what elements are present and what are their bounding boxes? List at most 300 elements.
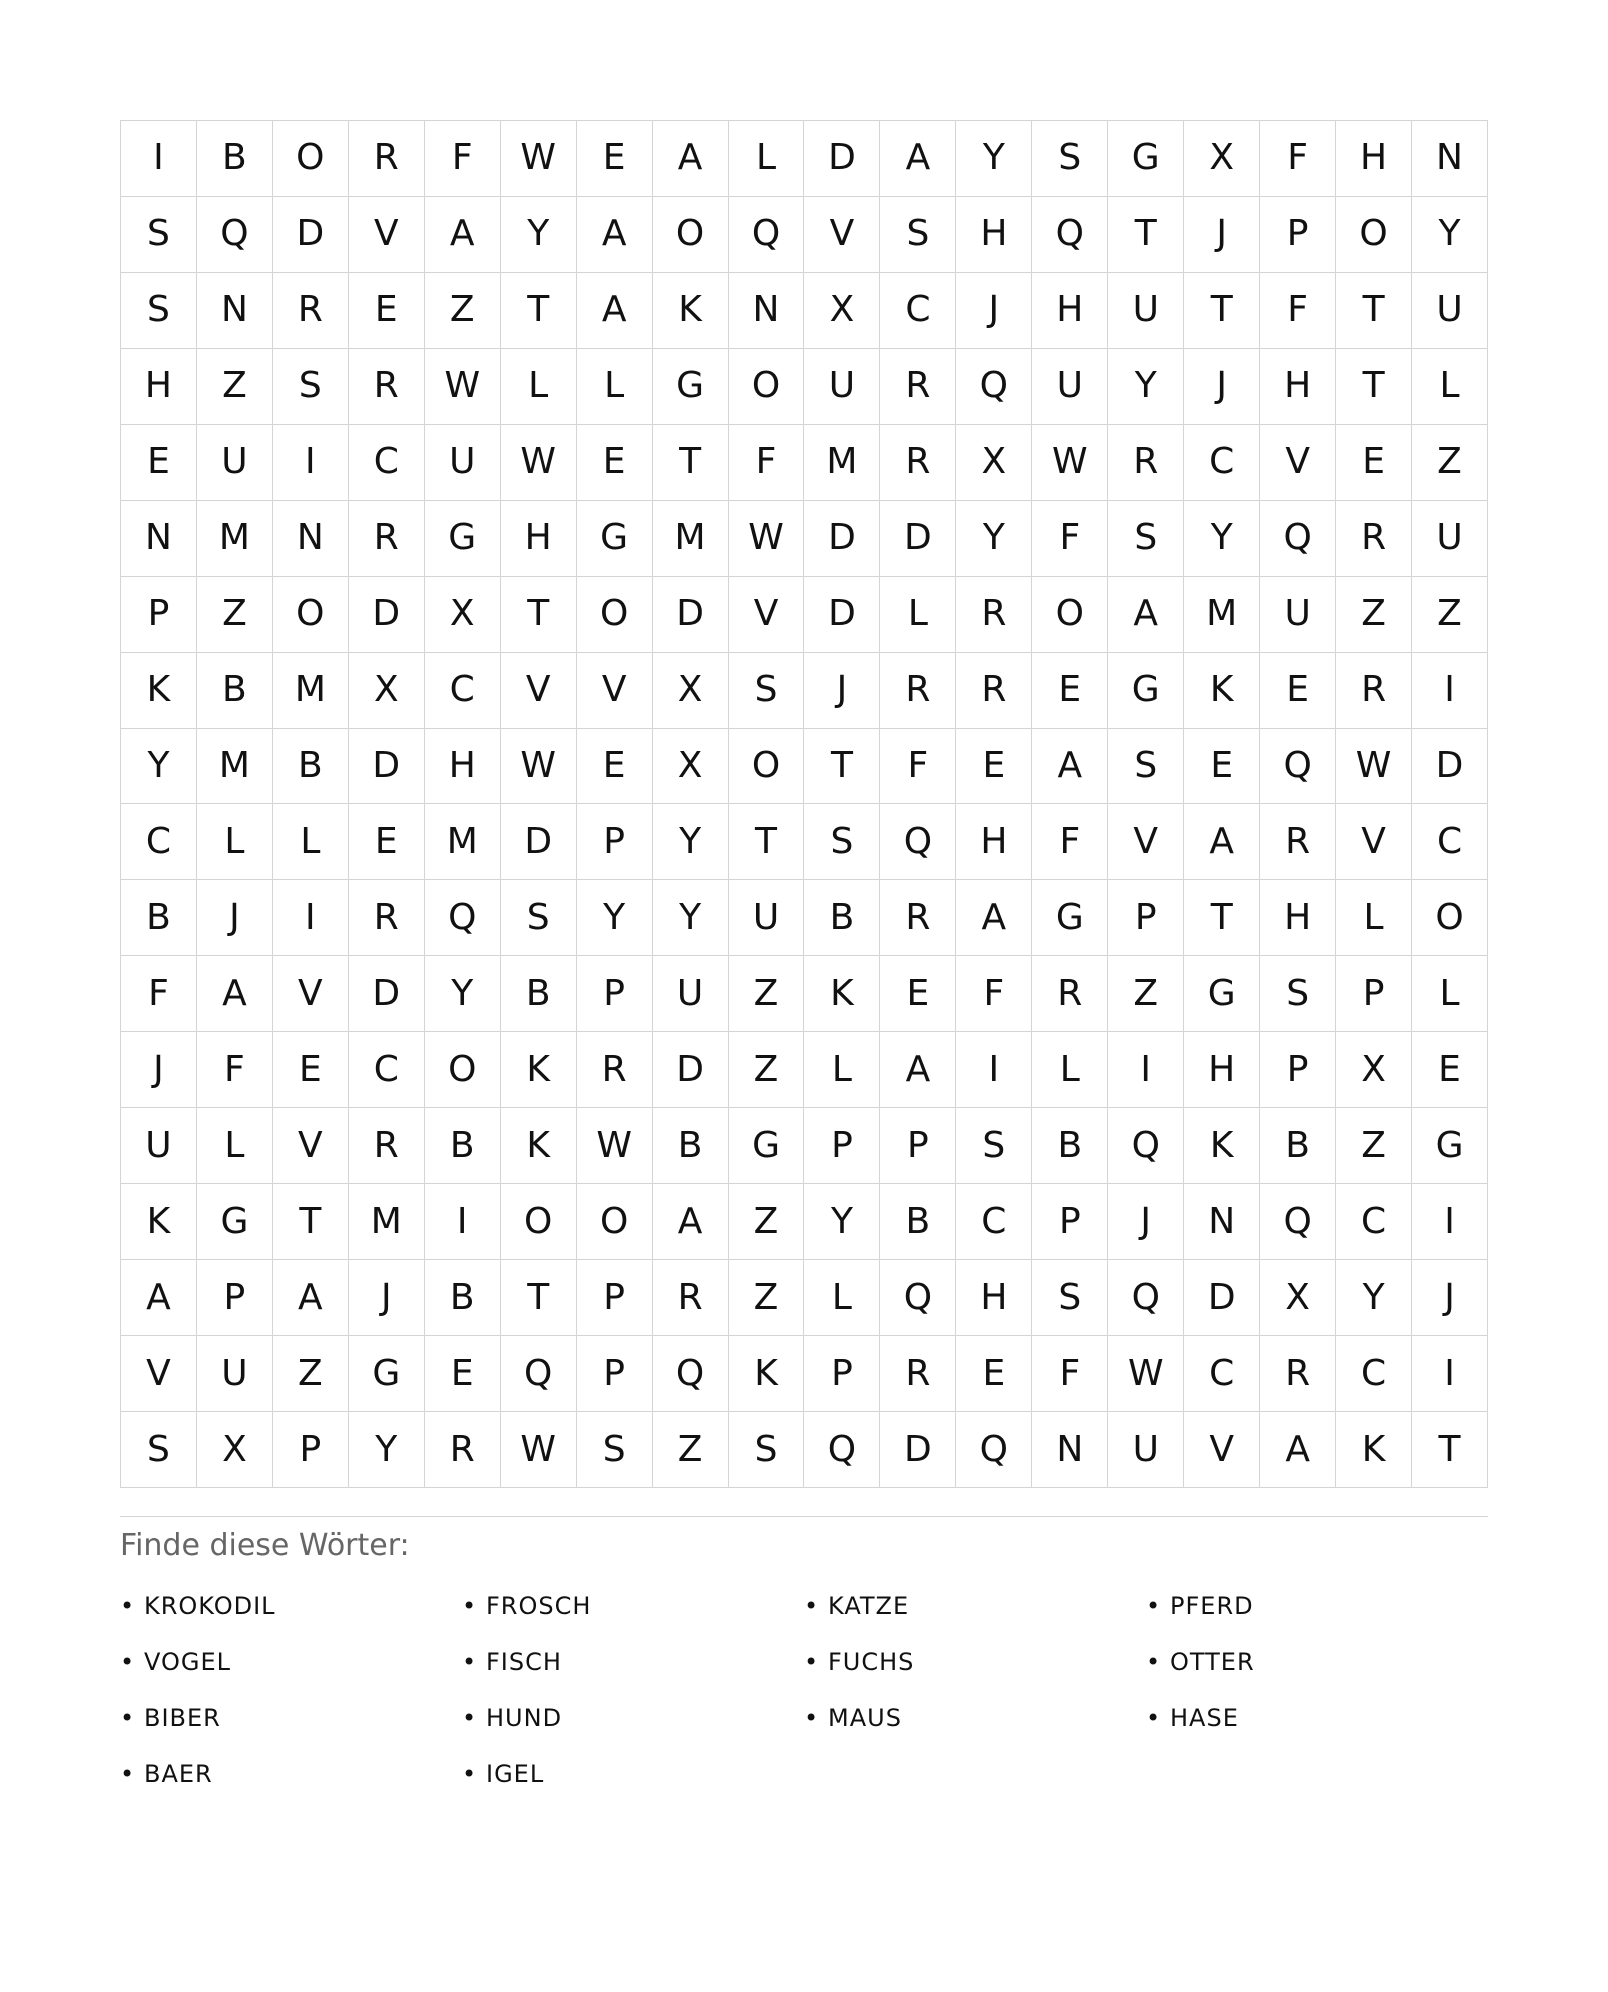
grid-cell[interactable]: G	[197, 1184, 273, 1260]
grid-cell[interactable]: T	[1412, 1412, 1488, 1488]
grid-cell[interactable]: H	[956, 197, 1032, 273]
grid-cell[interactable]: W	[501, 1412, 577, 1488]
grid-cell[interactable]: Z	[729, 1184, 805, 1260]
grid-cell[interactable]: M	[197, 729, 273, 805]
grid-cell[interactable]: D	[880, 1412, 956, 1488]
grid-cell[interactable]: F	[1032, 1336, 1108, 1412]
grid-cell[interactable]: P	[273, 1412, 349, 1488]
grid-cell[interactable]: P	[577, 804, 653, 880]
grid-cell[interactable]: H	[501, 501, 577, 577]
grid-cell[interactable]: Q	[197, 197, 273, 273]
grid-cell[interactable]: I	[1412, 653, 1488, 729]
grid-cell[interactable]: R	[880, 653, 956, 729]
grid-cell[interactable]: B	[1260, 1108, 1336, 1184]
grid-cell[interactable]: D	[653, 1032, 729, 1108]
grid-cell[interactable]: B	[425, 1108, 501, 1184]
grid-cell[interactable]: D	[349, 729, 425, 805]
grid-cell[interactable]: Y	[804, 1184, 880, 1260]
grid-cell[interactable]: Q	[956, 1412, 1032, 1488]
grid-cell[interactable]: S	[956, 1108, 1032, 1184]
grid-cell[interactable]: R	[349, 501, 425, 577]
grid-cell[interactable]: Z	[197, 349, 273, 425]
grid-cell[interactable]: A	[1032, 729, 1108, 805]
grid-cell[interactable]: V	[273, 956, 349, 1032]
grid-cell[interactable]: X	[956, 425, 1032, 501]
grid-cell[interactable]: Y	[1336, 1260, 1412, 1336]
grid-cell[interactable]: S	[804, 804, 880, 880]
grid-cell[interactable]: D	[1184, 1260, 1260, 1336]
grid-cell[interactable]: W	[729, 501, 805, 577]
grid-cell[interactable]: A	[653, 121, 729, 197]
grid-cell[interactable]: A	[577, 197, 653, 273]
grid-cell[interactable]: O	[1032, 577, 1108, 653]
grid-cell[interactable]: K	[729, 1336, 805, 1412]
grid-cell[interactable]: U	[729, 880, 805, 956]
grid-cell[interactable]: L	[577, 349, 653, 425]
grid-cell[interactable]: Y	[577, 880, 653, 956]
grid-cell[interactable]: B	[197, 121, 273, 197]
grid-cell[interactable]: F	[425, 121, 501, 197]
grid-cell[interactable]: P	[197, 1260, 273, 1336]
grid-cell[interactable]: X	[197, 1412, 273, 1488]
grid-cell[interactable]: C	[1336, 1336, 1412, 1412]
grid-cell[interactable]: S	[121, 197, 197, 273]
grid-cell[interactable]: E	[1260, 653, 1336, 729]
grid-cell[interactable]: X	[349, 653, 425, 729]
grid-cell[interactable]: E	[1184, 729, 1260, 805]
grid-cell[interactable]: Y	[121, 729, 197, 805]
grid-cell[interactable]: P	[880, 1108, 956, 1184]
grid-cell[interactable]: W	[1336, 729, 1412, 805]
grid-cell[interactable]: A	[880, 121, 956, 197]
grid-cell[interactable]: O	[1412, 880, 1488, 956]
grid-cell[interactable]: F	[1260, 121, 1336, 197]
grid-cell[interactable]: L	[1032, 1032, 1108, 1108]
grid-cell[interactable]: Y	[653, 880, 729, 956]
grid-cell[interactable]: D	[653, 577, 729, 653]
grid-cell[interactable]: N	[197, 273, 273, 349]
grid-cell[interactable]: Y	[653, 804, 729, 880]
grid-cell[interactable]: E	[1412, 1032, 1488, 1108]
grid-cell[interactable]: R	[880, 880, 956, 956]
grid-cell[interactable]: G	[1108, 653, 1184, 729]
grid-cell[interactable]: R	[273, 273, 349, 349]
grid-cell[interactable]: B	[653, 1108, 729, 1184]
grid-cell[interactable]: D	[880, 501, 956, 577]
grid-cell[interactable]: V	[1260, 425, 1336, 501]
grid-cell[interactable]: C	[1336, 1184, 1412, 1260]
grid-cell[interactable]: K	[121, 653, 197, 729]
grid-cell[interactable]: O	[425, 1032, 501, 1108]
grid-cell[interactable]: I	[1412, 1336, 1488, 1412]
grid-cell[interactable]: K	[501, 1032, 577, 1108]
grid-cell[interactable]: E	[577, 729, 653, 805]
grid-cell[interactable]: B	[804, 880, 880, 956]
grid-cell[interactable]: T	[501, 273, 577, 349]
grid-cell[interactable]: N	[1184, 1184, 1260, 1260]
grid-cell[interactable]: E	[273, 1032, 349, 1108]
grid-cell[interactable]: S	[1032, 121, 1108, 197]
grid-cell[interactable]: E	[121, 425, 197, 501]
grid-cell[interactable]: T	[501, 1260, 577, 1336]
grid-cell[interactable]: V	[577, 653, 653, 729]
grid-cell[interactable]: K	[804, 956, 880, 1032]
grid-cell[interactable]: E	[349, 273, 425, 349]
grid-cell[interactable]: L	[804, 1032, 880, 1108]
grid-cell[interactable]: Y	[425, 956, 501, 1032]
grid-cell[interactable]: E	[956, 1336, 1032, 1412]
grid-cell[interactable]: J	[197, 880, 273, 956]
grid-cell[interactable]: L	[197, 804, 273, 880]
grid-cell[interactable]: R	[653, 1260, 729, 1336]
grid-cell[interactable]: E	[956, 729, 1032, 805]
grid-cell[interactable]: B	[1032, 1108, 1108, 1184]
grid-cell[interactable]: U	[1108, 1412, 1184, 1488]
grid-cell[interactable]: D	[804, 121, 880, 197]
grid-cell[interactable]: K	[1184, 653, 1260, 729]
grid-cell[interactable]: V	[349, 197, 425, 273]
grid-cell[interactable]: F	[1032, 804, 1108, 880]
grid-cell[interactable]: M	[349, 1184, 425, 1260]
grid-cell[interactable]: F	[1260, 273, 1336, 349]
grid-cell[interactable]: C	[1184, 425, 1260, 501]
grid-cell[interactable]: C	[956, 1184, 1032, 1260]
grid-cell[interactable]: Q	[804, 1412, 880, 1488]
grid-cell[interactable]: Q	[1260, 729, 1336, 805]
grid-cell[interactable]: P	[804, 1108, 880, 1184]
grid-cell[interactable]: R	[425, 1412, 501, 1488]
grid-cell[interactable]: T	[729, 804, 805, 880]
grid-cell[interactable]: Q	[880, 1260, 956, 1336]
grid-cell[interactable]: Y	[1184, 501, 1260, 577]
grid-cell[interactable]: T	[653, 425, 729, 501]
grid-cell[interactable]: H	[956, 804, 1032, 880]
grid-cell[interactable]: R	[956, 653, 1032, 729]
grid-cell[interactable]: Q	[425, 880, 501, 956]
grid-cell[interactable]: E	[1032, 653, 1108, 729]
grid-cell[interactable]: R	[880, 425, 956, 501]
grid-cell[interactable]: L	[1336, 880, 1412, 956]
grid-cell[interactable]: S	[880, 197, 956, 273]
grid-cell[interactable]: X	[1260, 1260, 1336, 1336]
grid-cell[interactable]: O	[729, 349, 805, 425]
grid-cell[interactable]: Q	[729, 197, 805, 273]
grid-cell[interactable]: U	[1412, 501, 1488, 577]
grid-cell[interactable]: X	[653, 729, 729, 805]
grid-cell[interactable]: V	[1336, 804, 1412, 880]
grid-cell[interactable]: E	[425, 1336, 501, 1412]
grid-cell[interactable]: O	[577, 1184, 653, 1260]
grid-cell[interactable]: Z	[729, 1260, 805, 1336]
grid-cell[interactable]: H	[121, 349, 197, 425]
grid-cell[interactable]: T	[1108, 197, 1184, 273]
grid-cell[interactable]: Z	[729, 1032, 805, 1108]
grid-cell[interactable]: Z	[729, 956, 805, 1032]
grid-cell[interactable]: R	[1108, 425, 1184, 501]
grid-cell[interactable]: A	[1184, 804, 1260, 880]
grid-cell[interactable]: A	[425, 197, 501, 273]
grid-cell[interactable]: Q	[1032, 197, 1108, 273]
grid-cell[interactable]: S	[1108, 729, 1184, 805]
grid-cell[interactable]: V	[121, 1336, 197, 1412]
grid-cell[interactable]: H	[1032, 273, 1108, 349]
grid-cell[interactable]: R	[1336, 653, 1412, 729]
grid-cell[interactable]: G	[349, 1336, 425, 1412]
grid-cell[interactable]: X	[425, 577, 501, 653]
grid-cell[interactable]: G	[1412, 1108, 1488, 1184]
grid-cell[interactable]: G	[425, 501, 501, 577]
grid-cell[interactable]: T	[804, 729, 880, 805]
grid-cell[interactable]: X	[804, 273, 880, 349]
grid-cell[interactable]: Z	[1412, 425, 1488, 501]
grid-cell[interactable]: T	[1184, 880, 1260, 956]
grid-cell[interactable]: G	[577, 501, 653, 577]
grid-cell[interactable]: I	[273, 880, 349, 956]
grid-cell[interactable]: P	[577, 1336, 653, 1412]
grid-cell[interactable]: Q	[501, 1336, 577, 1412]
grid-cell[interactable]: Q	[956, 349, 1032, 425]
grid-cell[interactable]: I	[425, 1184, 501, 1260]
grid-cell[interactable]: Z	[197, 577, 273, 653]
grid-cell[interactable]: J	[1184, 349, 1260, 425]
grid-cell[interactable]: B	[425, 1260, 501, 1336]
grid-cell[interactable]: P	[1032, 1184, 1108, 1260]
grid-cell[interactable]: S	[577, 1412, 653, 1488]
grid-cell[interactable]: I	[1108, 1032, 1184, 1108]
grid-cell[interactable]: N	[729, 273, 805, 349]
grid-cell[interactable]: K	[501, 1108, 577, 1184]
grid-cell[interactable]: S	[1032, 1260, 1108, 1336]
grid-cell[interactable]: U	[425, 425, 501, 501]
grid-cell[interactable]: T	[1336, 273, 1412, 349]
grid-cell[interactable]: O	[577, 577, 653, 653]
grid-cell[interactable]: J	[1412, 1260, 1488, 1336]
grid-cell[interactable]: W	[425, 349, 501, 425]
grid-cell[interactable]: B	[121, 880, 197, 956]
grid-cell[interactable]: E	[1336, 425, 1412, 501]
grid-cell[interactable]: B	[273, 729, 349, 805]
grid-cell[interactable]: H	[956, 1260, 1032, 1336]
grid-cell[interactable]: J	[1184, 197, 1260, 273]
grid-cell[interactable]: C	[425, 653, 501, 729]
grid-cell[interactable]: E	[349, 804, 425, 880]
grid-cell[interactable]: D	[1412, 729, 1488, 805]
grid-cell[interactable]: L	[1412, 956, 1488, 1032]
grid-cell[interactable]: G	[1184, 956, 1260, 1032]
grid-cell[interactable]: V	[804, 197, 880, 273]
grid-cell[interactable]: W	[1032, 425, 1108, 501]
grid-cell[interactable]: B	[197, 653, 273, 729]
grid-cell[interactable]: G	[653, 349, 729, 425]
grid-cell[interactable]: F	[956, 956, 1032, 1032]
grid-cell[interactable]: D	[349, 956, 425, 1032]
grid-cell[interactable]: R	[956, 577, 1032, 653]
grid-cell[interactable]: D	[501, 804, 577, 880]
grid-cell[interactable]: F	[197, 1032, 273, 1108]
grid-cell[interactable]: A	[956, 880, 1032, 956]
grid-cell[interactable]: Q	[1260, 501, 1336, 577]
grid-cell[interactable]: C	[1184, 1336, 1260, 1412]
grid-cell[interactable]: A	[577, 273, 653, 349]
grid-cell[interactable]: V	[273, 1108, 349, 1184]
grid-cell[interactable]: B	[501, 956, 577, 1032]
grid-cell[interactable]: S	[121, 273, 197, 349]
grid-cell[interactable]: Q	[1108, 1260, 1184, 1336]
grid-cell[interactable]: S	[1260, 956, 1336, 1032]
grid-cell[interactable]: Z	[1336, 577, 1412, 653]
grid-cell[interactable]: X	[1184, 121, 1260, 197]
grid-cell[interactable]: S	[729, 1412, 805, 1488]
grid-cell[interactable]: J	[349, 1260, 425, 1336]
grid-cell[interactable]: O	[273, 121, 349, 197]
grid-cell[interactable]: K	[653, 273, 729, 349]
grid-cell[interactable]: N	[1032, 1412, 1108, 1488]
grid-cell[interactable]: E	[880, 956, 956, 1032]
grid-cell[interactable]: Q	[880, 804, 956, 880]
grid-cell[interactable]: Z	[1412, 577, 1488, 653]
grid-cell[interactable]: U	[653, 956, 729, 1032]
grid-cell[interactable]: R	[1260, 1336, 1336, 1412]
grid-cell[interactable]: C	[349, 1032, 425, 1108]
grid-cell[interactable]: M	[273, 653, 349, 729]
grid-cell[interactable]: T	[1336, 349, 1412, 425]
grid-cell[interactable]: L	[197, 1108, 273, 1184]
grid-cell[interactable]: R	[880, 1336, 956, 1412]
grid-cell[interactable]: P	[804, 1336, 880, 1412]
grid-cell[interactable]: T	[501, 577, 577, 653]
grid-cell[interactable]: M	[1184, 577, 1260, 653]
grid-cell[interactable]: X	[653, 653, 729, 729]
grid-cell[interactable]: S	[121, 1412, 197, 1488]
grid-cell[interactable]: O	[501, 1184, 577, 1260]
grid-cell[interactable]: K	[121, 1184, 197, 1260]
grid-cell[interactable]: O	[273, 577, 349, 653]
grid-cell[interactable]: F	[729, 425, 805, 501]
grid-cell[interactable]: D	[804, 577, 880, 653]
grid-cell[interactable]: A	[197, 956, 273, 1032]
grid-cell[interactable]: Y	[956, 121, 1032, 197]
grid-cell[interactable]: Y	[349, 1412, 425, 1488]
grid-cell[interactable]: U	[121, 1108, 197, 1184]
grid-cell[interactable]: G	[1032, 880, 1108, 956]
grid-cell[interactable]: W	[501, 425, 577, 501]
grid-cell[interactable]: L	[880, 577, 956, 653]
grid-cell[interactable]: U	[1412, 273, 1488, 349]
grid-cell[interactable]: B	[880, 1184, 956, 1260]
grid-cell[interactable]: J	[956, 273, 1032, 349]
grid-cell[interactable]: N	[121, 501, 197, 577]
grid-cell[interactable]: W	[1108, 1336, 1184, 1412]
grid-cell[interactable]: R	[577, 1032, 653, 1108]
grid-cell[interactable]: M	[653, 501, 729, 577]
grid-cell[interactable]: H	[1184, 1032, 1260, 1108]
grid-cell[interactable]: I	[1412, 1184, 1488, 1260]
grid-cell[interactable]: Q	[1260, 1184, 1336, 1260]
grid-cell[interactable]: A	[1260, 1412, 1336, 1488]
grid-cell[interactable]: X	[1336, 1032, 1412, 1108]
grid-cell[interactable]: Z	[1336, 1108, 1412, 1184]
grid-cell[interactable]: Z	[1108, 956, 1184, 1032]
grid-cell[interactable]: U	[1032, 349, 1108, 425]
grid-cell[interactable]: V	[729, 577, 805, 653]
grid-cell[interactable]: C	[880, 273, 956, 349]
grid-cell[interactable]: L	[729, 121, 805, 197]
grid-cell[interactable]: C	[1412, 804, 1488, 880]
grid-cell[interactable]: I	[956, 1032, 1032, 1108]
grid-cell[interactable]: Z	[273, 1336, 349, 1412]
grid-cell[interactable]: R	[349, 121, 425, 197]
grid-cell[interactable]: J	[804, 653, 880, 729]
grid-cell[interactable]: H	[1260, 349, 1336, 425]
grid-cell[interactable]: Y	[1412, 197, 1488, 273]
grid-cell[interactable]: M	[197, 501, 273, 577]
grid-cell[interactable]: R	[349, 1108, 425, 1184]
grid-cell[interactable]: R	[1260, 804, 1336, 880]
grid-cell[interactable]: Q	[1108, 1108, 1184, 1184]
grid-cell[interactable]: G	[729, 1108, 805, 1184]
grid-cell[interactable]: W	[501, 121, 577, 197]
grid-cell[interactable]: A	[121, 1260, 197, 1336]
grid-cell[interactable]: K	[1184, 1108, 1260, 1184]
grid-cell[interactable]: R	[880, 349, 956, 425]
grid-cell[interactable]: V	[1184, 1412, 1260, 1488]
grid-cell[interactable]: C	[349, 425, 425, 501]
grid-cell[interactable]: U	[197, 1336, 273, 1412]
grid-cell[interactable]: R	[349, 880, 425, 956]
grid-cell[interactable]: I	[273, 425, 349, 501]
grid-cell[interactable]: J	[1108, 1184, 1184, 1260]
grid-cell[interactable]: V	[501, 653, 577, 729]
grid-cell[interactable]: U	[804, 349, 880, 425]
grid-cell[interactable]: S	[501, 880, 577, 956]
grid-cell[interactable]: O	[729, 729, 805, 805]
grid-cell[interactable]: P	[1260, 1032, 1336, 1108]
grid-cell[interactable]: P	[577, 956, 653, 1032]
grid-cell[interactable]: U	[1108, 273, 1184, 349]
grid-cell[interactable]: A	[653, 1184, 729, 1260]
grid-cell[interactable]: A	[1108, 577, 1184, 653]
grid-cell[interactable]: C	[121, 804, 197, 880]
grid-cell[interactable]: L	[273, 804, 349, 880]
grid-cell[interactable]: O	[653, 197, 729, 273]
grid-cell[interactable]: P	[577, 1260, 653, 1336]
grid-cell[interactable]: P	[1108, 880, 1184, 956]
grid-cell[interactable]: P	[1336, 956, 1412, 1032]
grid-cell[interactable]: L	[501, 349, 577, 425]
grid-cell[interactable]: U	[197, 425, 273, 501]
grid-cell[interactable]: D	[804, 501, 880, 577]
grid-cell[interactable]: I	[121, 121, 197, 197]
grid-cell[interactable]: R	[1032, 956, 1108, 1032]
grid-cell[interactable]: G	[1108, 121, 1184, 197]
grid-cell[interactable]: A	[880, 1032, 956, 1108]
grid-cell[interactable]: S	[273, 349, 349, 425]
grid-cell[interactable]: F	[121, 956, 197, 1032]
grid-cell[interactable]: P	[1260, 197, 1336, 273]
grid-cell[interactable]: R	[1336, 501, 1412, 577]
grid-cell[interactable]: W	[501, 729, 577, 805]
grid-cell[interactable]: S	[729, 653, 805, 729]
grid-cell[interactable]: K	[1336, 1412, 1412, 1488]
grid-cell[interactable]: Y	[501, 197, 577, 273]
grid-cell[interactable]: V	[1108, 804, 1184, 880]
grid-cell[interactable]: Z	[653, 1412, 729, 1488]
grid-cell[interactable]: D	[273, 197, 349, 273]
grid-cell[interactable]: W	[577, 1108, 653, 1184]
grid-cell[interactable]: F	[1032, 501, 1108, 577]
grid-cell[interactable]: M	[425, 804, 501, 880]
grid-cell[interactable]: E	[577, 121, 653, 197]
